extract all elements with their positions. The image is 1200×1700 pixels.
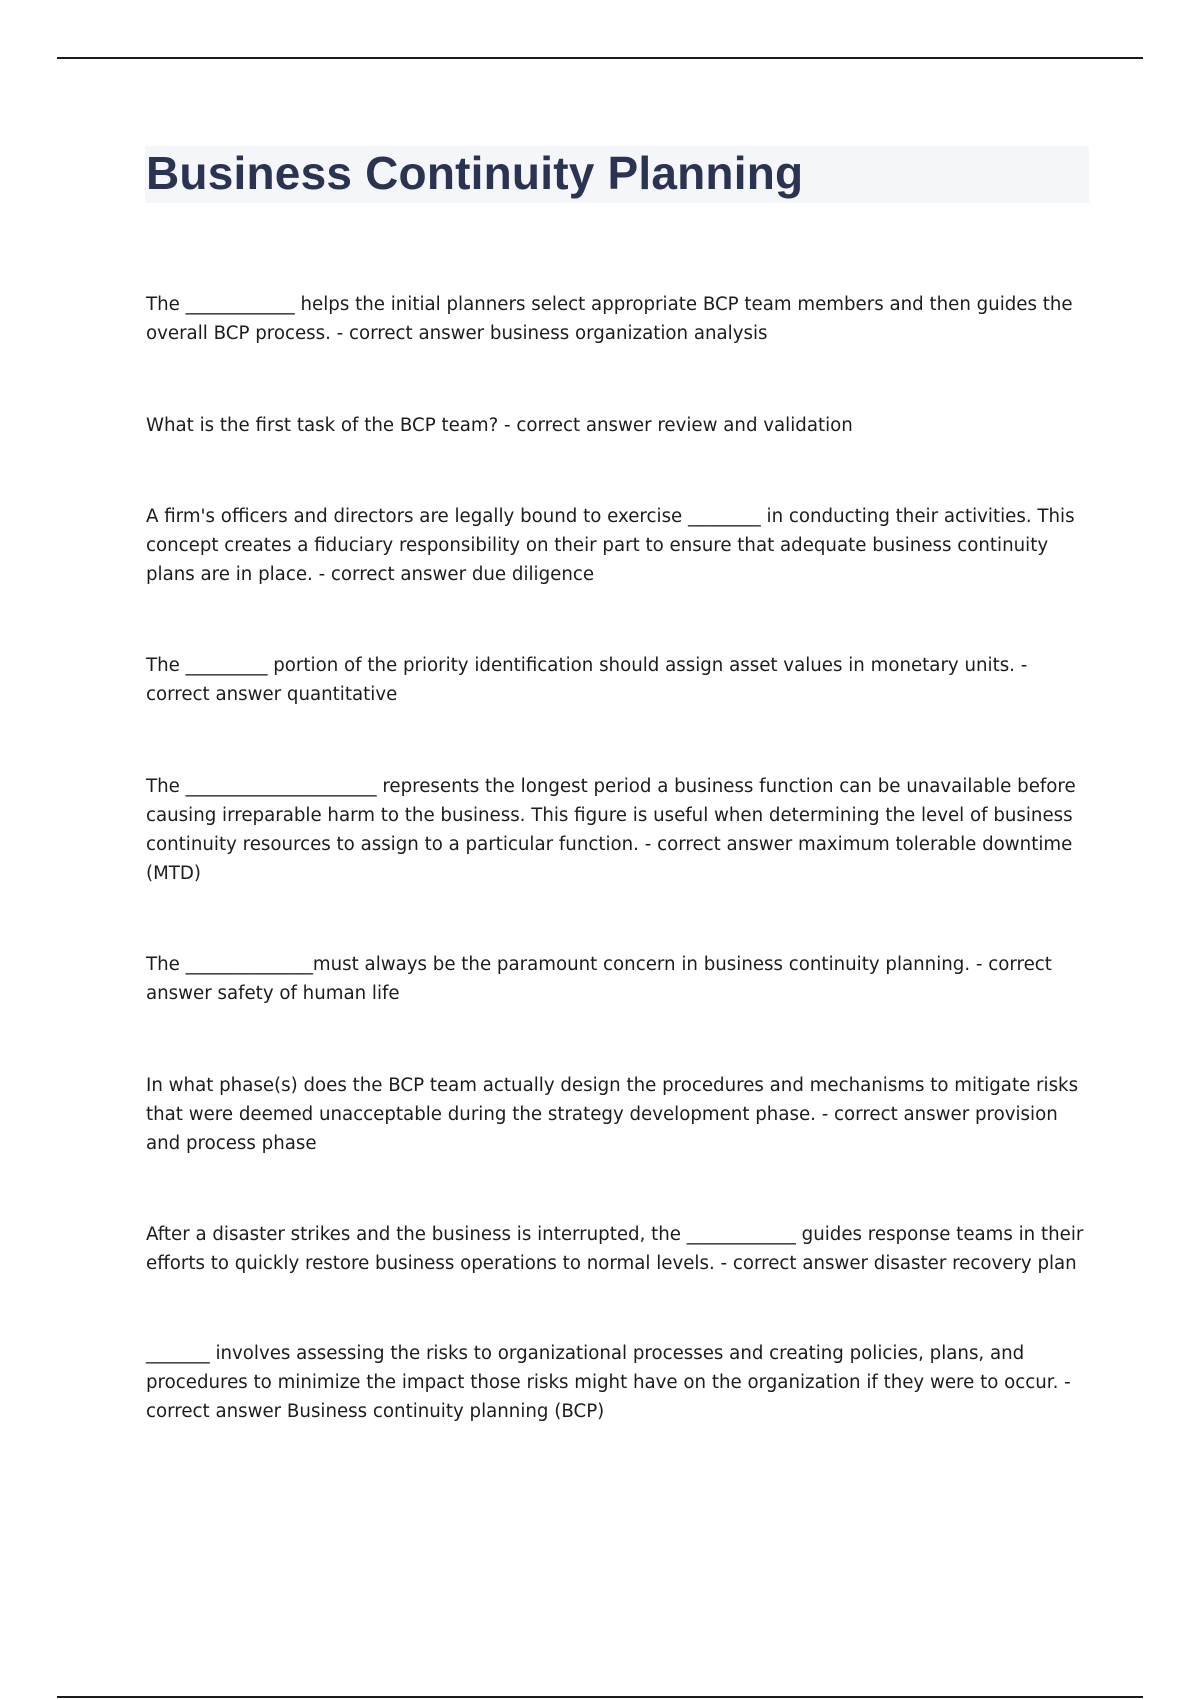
- question-7: In what phase(s) does the BCP team actually design the procedures and mechanisms to mitigate risks that were deemed unacceptable during the strategy development phase. - correct answer provision and process phase: [146, 1075, 1079, 1154]
- top-rule: [57, 57, 1143, 59]
- question-8: After a disaster strikes and the business is interrupted, the ____________ guides response teams in their efforts to quickly restore business operations to normal levels. - correct answer disaster recovery plan: [146, 1224, 1084, 1274]
- question-3: A firm's officers and directors are legally bound to exercise ________ in conducting their activities. This concept creates a fiduciary responsibility on their part to ensure that adequate business continuity plans are in place. - correct answer due diligence: [146, 506, 1075, 585]
- question-1: The ____________ helps the initial planners select appropriate BCP team members and then guides the overall BCP process. - correct answer business organization analysis: [146, 294, 1073, 344]
- question-6: The ______________must always be the paramount concern in business continuity planning. - correct answer safety of human life: [146, 954, 1052, 1004]
- question-9: _______ involves assessing the risks to organizational processes and creating policies, plans, and procedures to minimize the impact those risks might have on the organization if they were to occur. - correct answer Business continuity planning (BCP): [146, 1343, 1071, 1422]
- page-title: Business Continuity Planning: [146, 147, 804, 199]
- question-4: The _________ portion of the priority identification should assign asset values in monetary units. - correct answer quantitative: [146, 655, 1028, 705]
- bottom-rule: [57, 1696, 1143, 1698]
- question-5: The _____________________ represents the longest period a business function can be unavailable before causing irreparable harm to the business. This figure is useful when determining the level of business continuity resources to assign to a particular function. - correct answer maximum tolerable downtime (MTD): [146, 776, 1076, 884]
- question-2: What is the first task of the BCP team? - correct answer review and validation: [146, 415, 853, 436]
